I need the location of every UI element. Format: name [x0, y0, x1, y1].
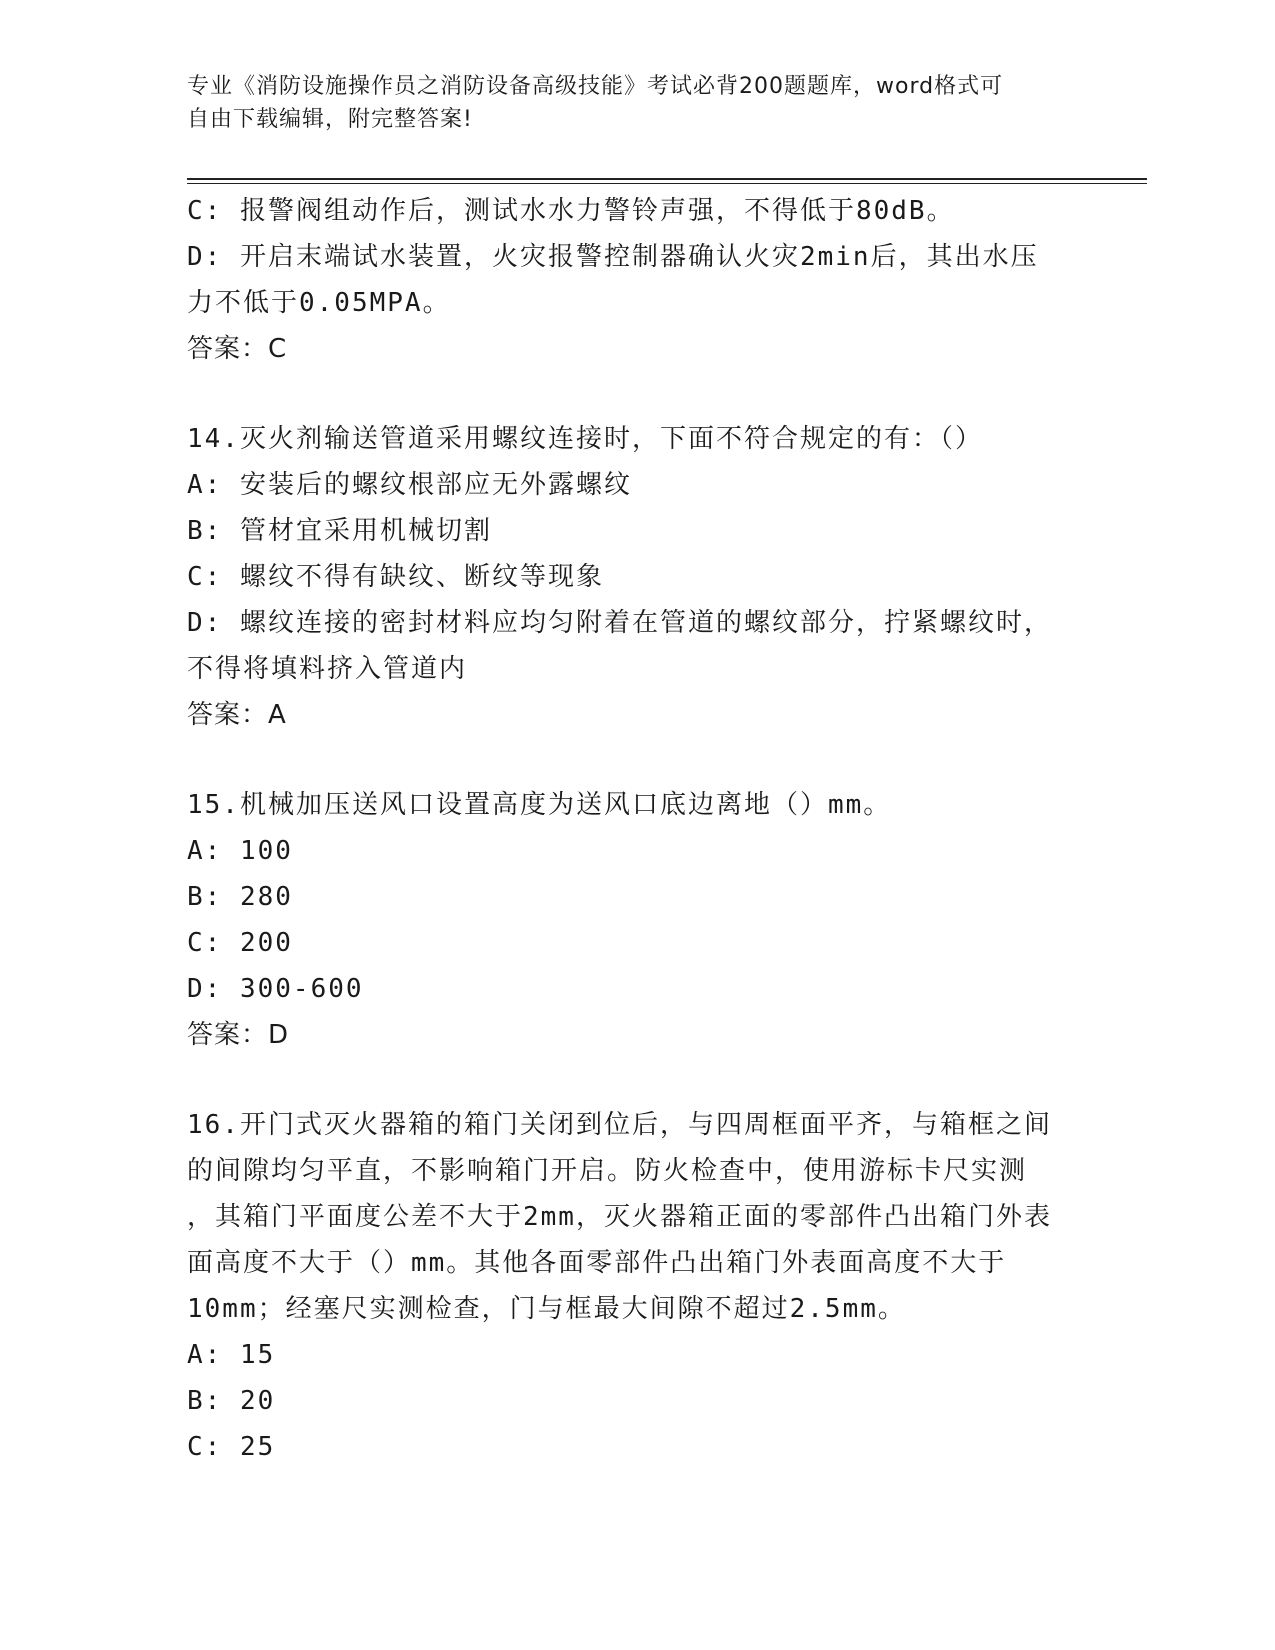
option-d-line-2: 不得将填料挤入管道内: [187, 654, 468, 684]
question-14: [187, 416, 1147, 738]
question-text: 15.机械加压送风口设置高度为送风口底边离地（）mm。: [187, 790, 892, 820]
option-b: B: 280: [187, 882, 293, 912]
header-divider: [187, 178, 1147, 184]
question-text: 14.灭火剂输送管道采用螺纹连接时，下面不符合规定的有：（）: [187, 424, 983, 454]
option-c: C: 螺纹不得有缺纹、断纹等现象: [187, 562, 604, 592]
spacer: [187, 738, 1147, 782]
divider-thin: [187, 183, 1147, 184]
question-text-line-2: 的间隙均匀平直，不影响箱门开启。防火检查中，使用游标卡尺实测: [187, 1156, 1028, 1186]
question-13: [187, 188, 1147, 372]
option-a: A: 100: [187, 836, 293, 866]
option-d: D: 300-600: [187, 974, 364, 1004]
option-a: A: 安装后的螺纹根部应无外露螺纹: [187, 470, 632, 500]
option-c: C: 25: [187, 1432, 276, 1462]
question-16: [187, 1102, 1147, 1470]
option-d-line-1: D: 螺纹连接的密封材料应均匀附着在管道的螺纹部分，拧紧螺纹时，: [187, 608, 1052, 638]
document-header: [187, 70, 1087, 136]
option-c: C: 报警阀组动作后，测试水水力警铃声强，不得低于80dB。: [187, 196, 955, 226]
document-body: [187, 188, 1147, 1470]
option-b: B: 20: [187, 1386, 276, 1416]
option-d-line-1: D: 开启末端试水装置，火灾报警控制器确认火灾2min后，其出水压: [187, 242, 1039, 272]
header-line-2: 自由下载编辑，附完整答案!: [187, 107, 473, 132]
option-c: C: 200: [187, 928, 293, 958]
spacer: [187, 372, 1147, 416]
question-text-line-4: 面高度不大于（）mm。其他各面零部件凸出箱门外表面高度不大于: [187, 1248, 1007, 1278]
option-b: B: 管材宜采用机械切割: [187, 516, 492, 546]
question-text-line-1: 16.开门式灭火器箱的箱门关闭到位后，与四周框面平齐，与箱框之间: [187, 1110, 1052, 1140]
spacer: [187, 1058, 1147, 1102]
divider-thick: [187, 178, 1147, 180]
answer: 答案：D: [187, 1020, 290, 1050]
header-line-1: 专业《消防设施操作员之消防设备高级技能》考试必背200题题库，word格式可: [187, 74, 1004, 99]
question-text-line-3: ，其箱门平面度公差不大于2mm，灭火器箱正面的零部件凸出箱门外表: [187, 1202, 1052, 1232]
question-15: [187, 782, 1147, 1058]
option-a: A: 15: [187, 1340, 276, 1370]
answer: 答案：A: [187, 700, 287, 730]
option-d-line-2: 力不低于0.05MPA。: [187, 288, 451, 318]
answer: 答案：C: [187, 334, 288, 364]
question-text-line-5: 10mm；经塞尺实测检查，门与框最大间隙不超过2.5mm。: [187, 1294, 906, 1324]
